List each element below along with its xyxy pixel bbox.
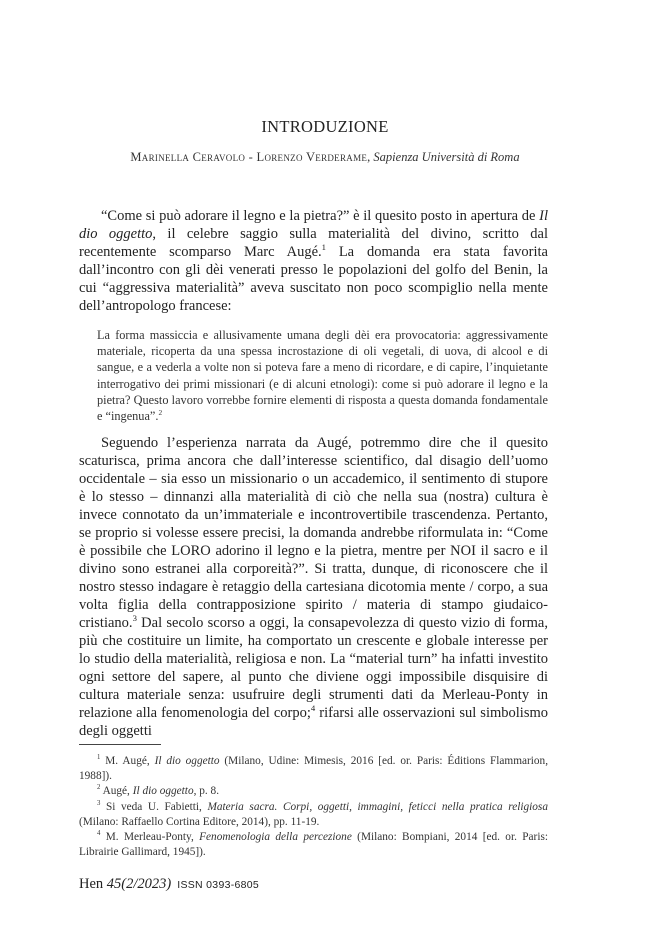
p2-text-a: Seguendo l’esperienza narrata da Augé, potremmo dire che il quesito scaturisca, prima ancora che dall’interesse scientifico, dal disagio dell’uomo occidentale – sia esso un missionario o un accademico, il sentimento di stupore è lo stesso – dinnanzi alla materialità di ciò che nella sua (nostra) cultura è invece connotato da un’immateriale e incontrovertibile trascendenza. Pertanto, se proprio si volesse essere precisi, la domanda andrebbe riformulata in: “Come è possibile che LORO adorino il legno e la pietra, mentre per NOI il sacro e il divino sono estranei alla corporeità?”. Si tratta, dunque, di riconoscere che il nostro stesso indagare è retaggio della cartesiana dicotomia mente / corpo, a sua volta figlia della contrapposizione spirito / materia di stampo giudaico-cristiano.: [79, 435, 548, 631]
footnote-title: Il dio oggetto: [154, 755, 220, 767]
p2-text-b: Dal secolo scorso a oggi, la consapevolezza di questo vizio di forma, più che costituire un limite, ha comportato un crescente e globale interesse per lo studio della materialità, religiosa e non. La “material turn” ha infatti investito ogni settore del sapere, al punto che diviene oggi impossibile disquisire di cultura materiale senza: usufruire degli strumenti dati da Merleau-Ponty in relazione alla fenomenologia del corpo;: [79, 615, 548, 721]
footnote-number: 3: [97, 799, 101, 807]
author-separator: ,: [367, 150, 374, 164]
journal-footer: [79, 876, 259, 893]
body-paragraph-2: [79, 434, 548, 740]
footnote-title: Il dio oggetto: [132, 785, 194, 798]
footnote-text: , p. 8.: [193, 785, 220, 798]
author-line: [60, 150, 590, 165]
footnote-text: M. Merleau-Ponty,: [100, 831, 200, 844]
footnote-text: Augé,: [100, 785, 133, 798]
body-paragraph-1: [79, 207, 548, 315]
author-affiliation: Sapienza Università di Roma: [373, 150, 520, 164]
footnote-text: M. Augé,: [100, 755, 155, 767]
footnote-number: 2: [97, 784, 101, 792]
footnote-text: (Milano: Bompiani, 2014 [ed. or. Paris: Librairie Gallimard, 1945]).: [79, 831, 548, 859]
footnote-divider: [79, 744, 161, 745]
footnotes: [79, 754, 548, 860]
footnote-2: [79, 784, 548, 799]
footnote-text: (Milano: Raffaello Cortina Editore, 2014), pp. 11-19.: [79, 815, 320, 828]
block-quote: [97, 327, 548, 424]
footnote-title: Materia sacra. Corpi, oggetti, immagini, feticci nella pratica religiosa: [207, 800, 548, 813]
journal-issue: 45(2/2023): [106, 876, 172, 892]
footnote-number: 4: [97, 830, 101, 838]
footnote-text: (Milano, Udine: Mimesis, 2016 [ed. or. Paris: Éditions Flammarion, 1988]).: [79, 755, 549, 783]
p1-text-b: , il celebre saggio sulla materialità del divino, scritto dal recentemente scomparso Marc Augé.: [79, 226, 548, 260]
footnote-ref-1[interactable]: 1: [321, 242, 326, 253]
footnote-text: Si veda U. Fabietti,: [100, 800, 208, 813]
footnote-3: [79, 800, 548, 830]
journal-issn: ISSN 0393-6805: [177, 879, 260, 891]
footnote-ref-4[interactable]: 4: [310, 703, 316, 714]
p1-text-a: “Come si può adorare il legno e la pietra?” è il quesito posto in apertura de: [101, 208, 540, 224]
p1-text-c: La domanda era stata favorita dall’incontro con gli dèi venerati presso le popolazioni del golfo del Benin, la cui “aggressiva materialità” aveva suscitato non poco scompiglio nella mente dell’antropologo francese:: [79, 244, 548, 314]
journal-name: Hen: [79, 876, 107, 892]
p1-book-title: Il dio oggetto: [79, 208, 548, 242]
footnote-title: Fenomenologia della percezione: [199, 831, 352, 844]
footnote-ref-3[interactable]: 3: [132, 613, 137, 624]
footnote-1: [79, 754, 548, 784]
page-title: INTRODUZIONE: [261, 117, 389, 136]
quote-text: La forma massiccia e allusivamente umana degli dèi era provocatoria: aggressivamente materiale, ricoperta da una spessa incrostazione di oli vegetali, di uova, di alcool e di sangue, e a vederla a volte non si poteva fare a meno di ricordare, e di capire, l’inquietante interrogativo dei primi missionari (e di alcuni etnologi): come si può adorare il legno e la pietra? Questo lavoro vorrebbe fornire elementi di risposta a questa domanda fondamentale e “ingenua”.: [97, 328, 548, 424]
footnote-4: [79, 830, 548, 860]
footnote-number: 1: [97, 754, 101, 762]
p2-text-c: rifarsi alle osservazioni sul simbolismo degli oggetti: [79, 705, 548, 739]
footnote-ref-2[interactable]: 2: [158, 407, 163, 417]
author-names: Marinella Ceravolo - Lorenzo Verderame: [130, 150, 368, 164]
